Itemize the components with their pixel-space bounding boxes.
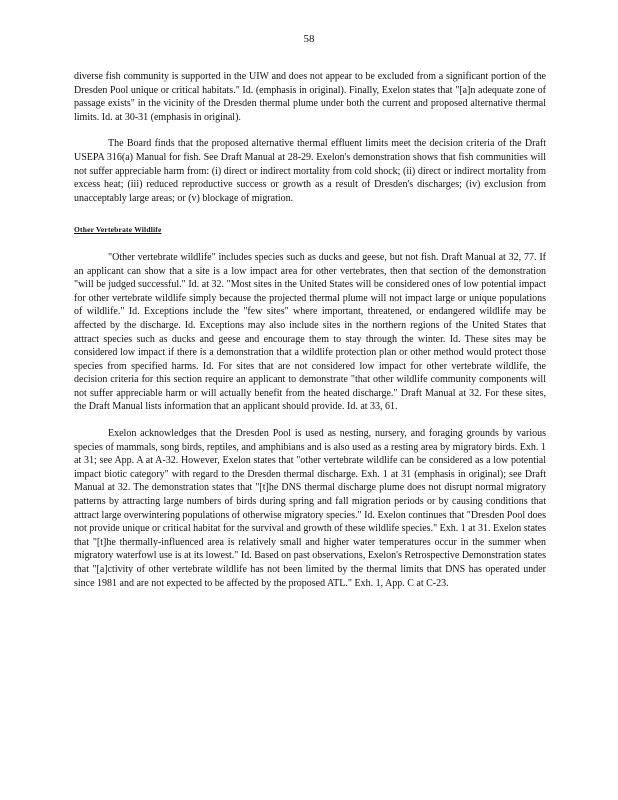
page-body [74,70,546,590]
paragraph-fish-community-continued: diverse fish community is supported in the UIW and does not appear to be excluded from a significant portion of the Dresden Pool unique or critical habitats." Id. (emphasis in original). Finally, Exelon states that "[a]n adequate zone of passage exists" in the vicinity of the Dresden thermal plume under both the current and proposed alternative thermal limits. Id. at 30-31 (emphasis in original). [74,71,546,123]
paragraph-board-finding-fish: The Board finds that the proposed alternative thermal effluent limits meet the decision criteria of the Draft USEPA 316(a) Manual for fish. See Draft Manual at 28-29. Exelon's demonstration shows that fish communities will not suffer appreciable harm from: (i) direct or indirect mortality from cold shock; (ii) direct or indirect mortality from excess heat; (iii) reduced reproductive success or growth as a result of Dresden's discharges; (iv) exclusion from unacceptably large areas; or (v) blockage of migration. [74,138,546,204]
paragraph-exelon-acknowledges: Exelon acknowledges that the Dresden Pool is used as nesting, nursery, and foraging grounds by various species of mammals, song birds, reptiles, and amphibians and is also used as a resting area by migratory birds. Exh. 1 at 31; see App. A at A-32. However, Exelon states that "other vertebrate wildlife can be considered as a low potential impact biotic category" with regard to the Dresden thermal discharge. Exh. 1 at 31 (emphasis in original); see Draft Manual at 32. The demonstration states that "[t]he DNS thermal discharge plume does not disrupt normal migratory patterns by attracting large numbers of birds during spring and fall migration periods or by causing conditions that attract large overwintering populations of otherwise migratory species." Id. Exelon continues that "Dresden Pool does not provide unique or critical habitat for the survival and growth of these wildlife species." Exh. 1 at 31. Exelon states that "[t]he thermally-influenced area is relatively small and higher water temperatures occur in the summer when migratory waterfowl use is at its lowest." Id. Based on past observations, Exelon's Retrospective Demonstration states that "[a]ctivity of other vertebrate wildlife has not been limited by the thermal limits that DNS has operated under since 1981 and are not expected to be affected by the proposed ATL." Exh. 1, App. C at C-23. [74,428,547,589]
section-heading: Other Vertebrate Wildlife [74,225,162,235]
page-number: 58 [303,33,315,45]
paragraph-other-vertebrate-definition: "Other vertebrate wildlife" includes species such as ducks and geese, but not fish. Draft Manual at 32, 77. If an applicant can show that a site is a low impact area for other vertebrates, then that section of the demonstration "will be judged successful." Id. at 32. "Most sites in the United States will be considered ones of low potential impact for other vertebrate wildlife simply because the projected thermal plume will not impact large or unique populations of wildlife." Id. Exceptions include the "few sites" where important, threatened, or endangered wildlife may be affected by the discharge. Id. Exceptions may also include sites in the northern regions of the United States that attract species such as ducks and geese and encourage them to stay through the winter. Id. These sites may be considered low impact if there is a demonstration that a wildlife protection plan or other method would protect those species from specified harms. Id. For sites that are not considered low impact for other vertebrate wildlife, the decision criteria for this section require an applicant to demonstrate "that other wildlife community components will not suffer appreciable harm or will actually benefit from the heated discharge." Draft Manual at 32. For these sites, the Draft Manual lists information that an applicant should provide. Id. at 33, 61. [74,251,546,413]
